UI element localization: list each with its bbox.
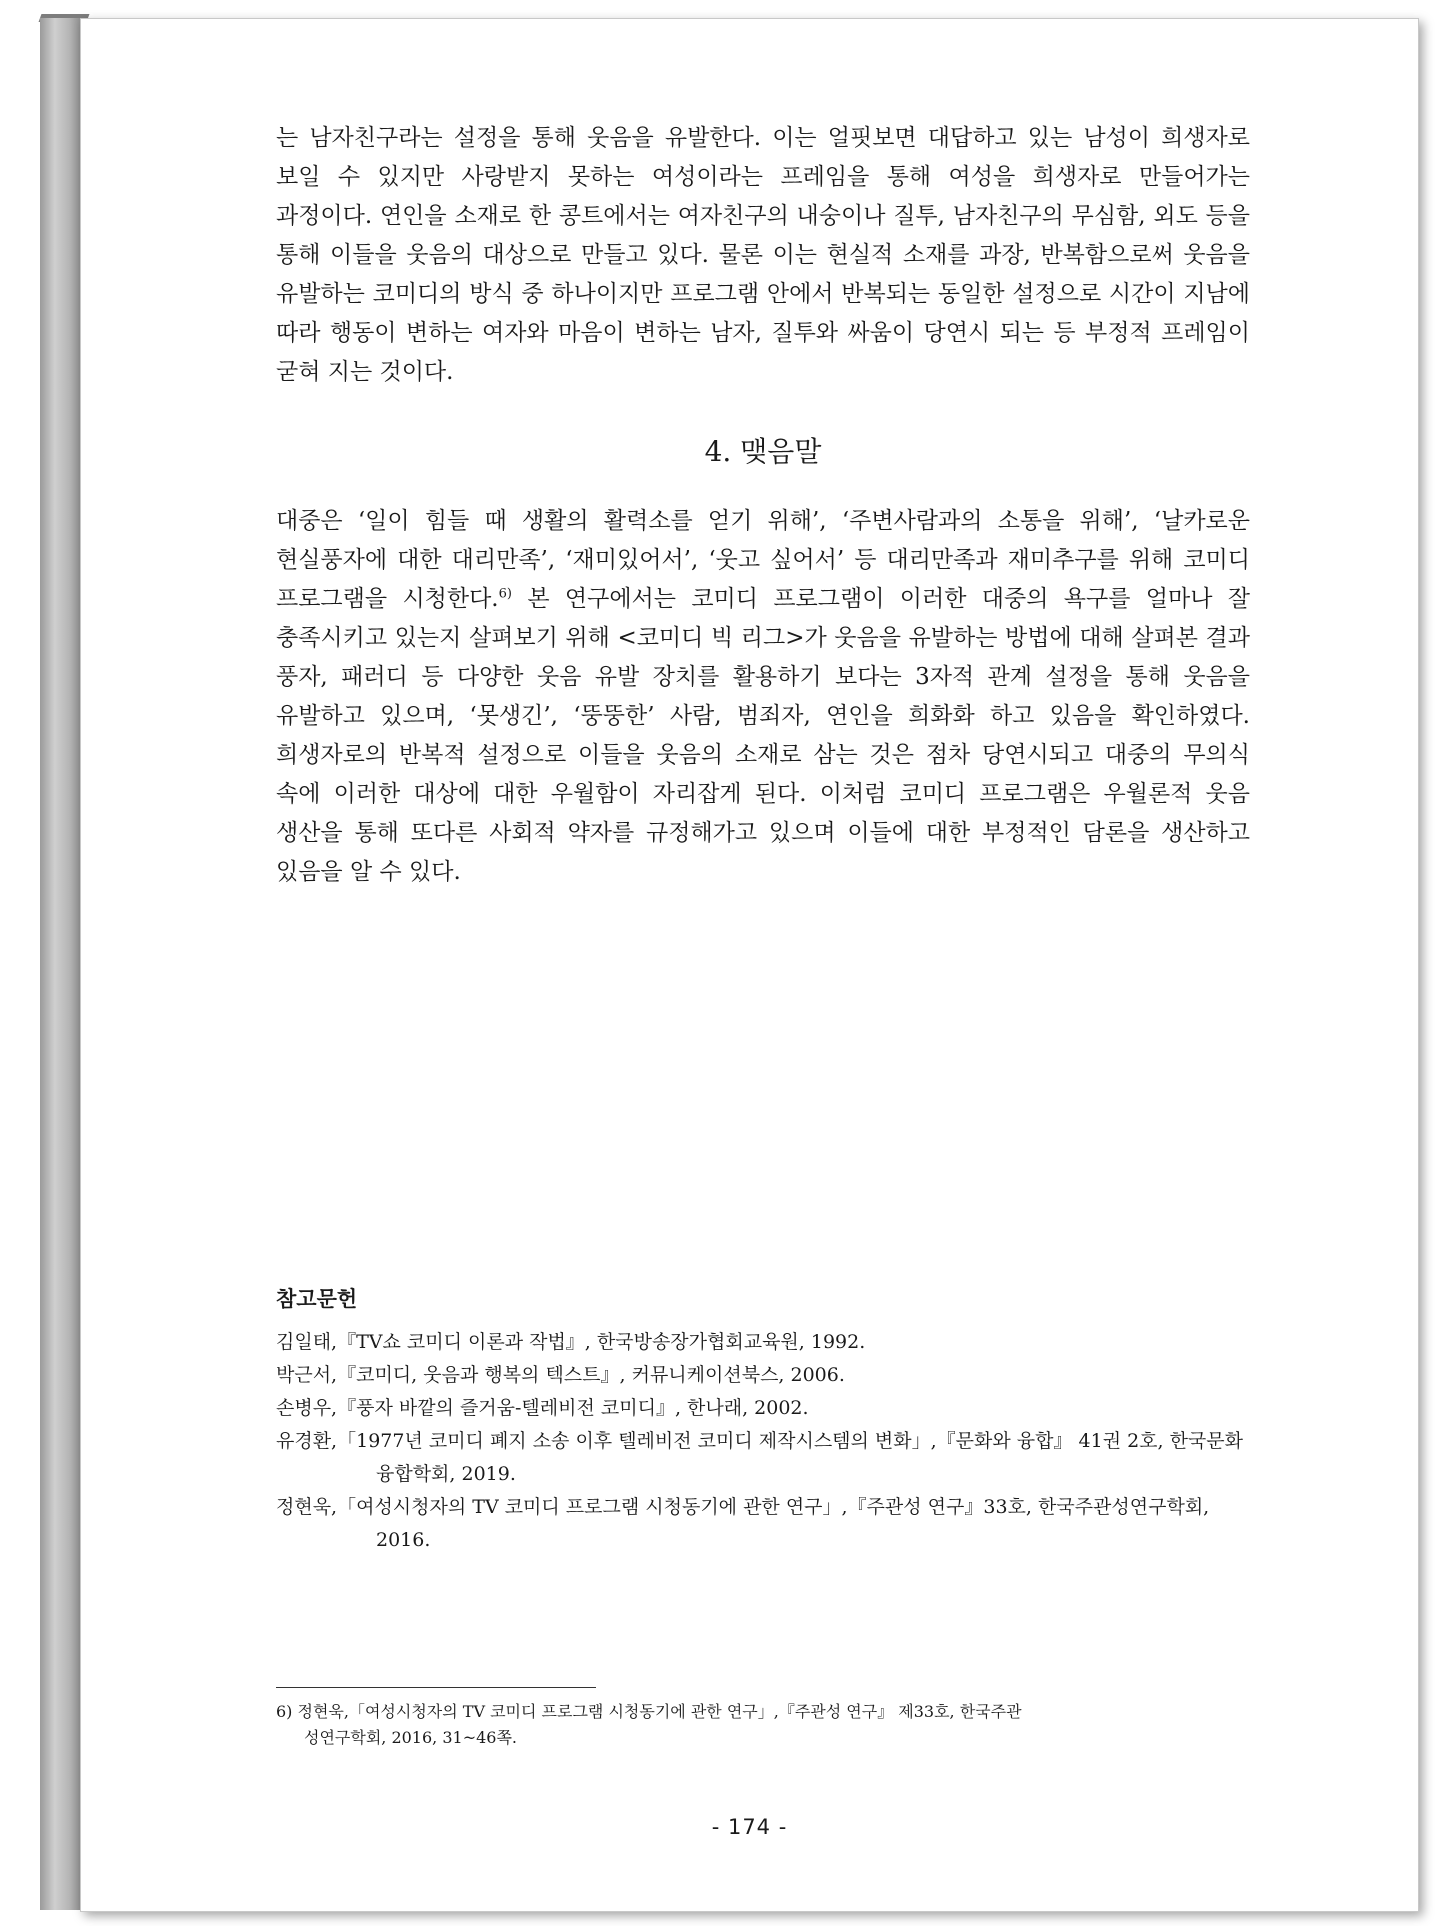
- reference-item: 김일태,『TV쇼 코미디 이론과 작법』, 한국방송장가협회교육원, 1992.: [276, 1331, 866, 1353]
- page-number: - 174 -: [711, 1815, 788, 1839]
- section-title: 4. 맺음말: [704, 435, 822, 468]
- references-title: 참고문헌: [276, 1287, 358, 1311]
- footnote-line-1: 6) 정현욱,「여성시청자의 TV 코미디 프로그램 시청동기에 관한 연구」,『주관성 연구』 제33호, 한국주관: [276, 1702, 1022, 1721]
- book-spine: [40, 18, 82, 1910]
- main-text: [276, 119, 1250, 892]
- document-page: [80, 18, 1419, 1912]
- footnote-marker[interactable]: 6): [498, 586, 512, 602]
- reference-item: 박근서,『코미디, 웃음과 행복의 텍스트』, 커뮤니케이션북스, 2006.: [276, 1364, 845, 1386]
- reference-item: 유경환,「1977년 코미디 폐지 소송 이후 텔레비전 코미디 제작시스템의 변화」,『문화와 융합』 41권 2호, 한국문화융합학회, 2019.: [276, 1430, 1244, 1485]
- footnote-divider: [276, 1687, 596, 1688]
- footnote: [276, 1699, 1250, 1751]
- references-section: [276, 1284, 1250, 1557]
- paragraph-2-part-1: 대중은 ‘일이 힘들 때 생활의 활력소를 얻기 위해’, ‘주변사람과의 소통을 위해’, ‘날카로운 현실풍자에 대한 대리만족’, ‘재미있어서’, ‘웃고 싶어서’ 등 대리만족과 재미추구를 위해 코미디 프로그램을 시청한다.: [276, 508, 1250, 612]
- body-paragraph-1: 는 남자친구라는 설정을 통해 웃음을 유발한다. 이는 얼핏보면 대답하고 있는 남성이 희생자로 보일 수 있지만 사랑받지 못하는 여성이라는 프레임을 통해 여성을 희생자로 만들어가는 과정이다. 연인을 소재로 한 콩트에서는 여자친구의 내숭이나 질투, 남자친구의 무심함, 외도 등을 통해 이들을 웃음의 대상으로 만들고 있다. 물론 이는 현실적 소재를 과장, 반복함으로써 웃음을 유발하는 코미디의 방식 중 하나이지만 프로그램 안에서 반복되는 동일한 설정으로 시간이 지남에 따라 행동이 변하는 여자와 마음이 변하는 남자, 질투와 싸움이 당연시 되는 등 부정적 프레임이 굳혀 지는 것이다.: [276, 125, 1250, 385]
- footnote-line-2: 성연구학회, 2016, 31~46쪽.: [304, 1728, 518, 1747]
- body-paragraph-2: [276, 502, 1250, 892]
- paragraph-2-part-2: 본 연구에서는 코미디 프로그램이 이러한 대중의 욕구를 얼마나 잘 충족시키고 있는지 살펴보기 위해 <코미디 빅 리그>가 웃음을 유발하는 방법에 대해 살펴본 결과 풍자, 패러디 등 다양한 웃음 유발 장치를 활용하기 보다는 3자적 관계 설정을 통해 웃음을 유발하고 있으며, ‘못생긴’, ‘뚱뚱한’ 사람, 범죄자, 연인을 희화화 하고 있음을 확인하였다. 희생자로의 반복적 설정으로 이들을 웃음의 소재로 삼는 것은 점차 당연시되고 대중의 무의식 속에 이러한 대상에 대한 우월함이 자리잡게 된다. 이처럼 코미디 프로그램은 우월론적 웃음 생산을 통해 또다른 사회적 약자를 규정해가고 있으며 이들에 대한 부정적인 담론을 생산하고 있음을 알 수 있다.: [276, 586, 1250, 885]
- reference-item: 손병우,『풍자 바깥의 즐거움-텔레비전 코미디』, 한나래, 2002.: [276, 1397, 809, 1419]
- reference-item: 정현욱,「여성시청자의 TV 코미디 프로그램 시청동기에 관한 연구」,『주관성 연구』33호, 한국주관성연구학회, 2016.: [276, 1496, 1210, 1551]
